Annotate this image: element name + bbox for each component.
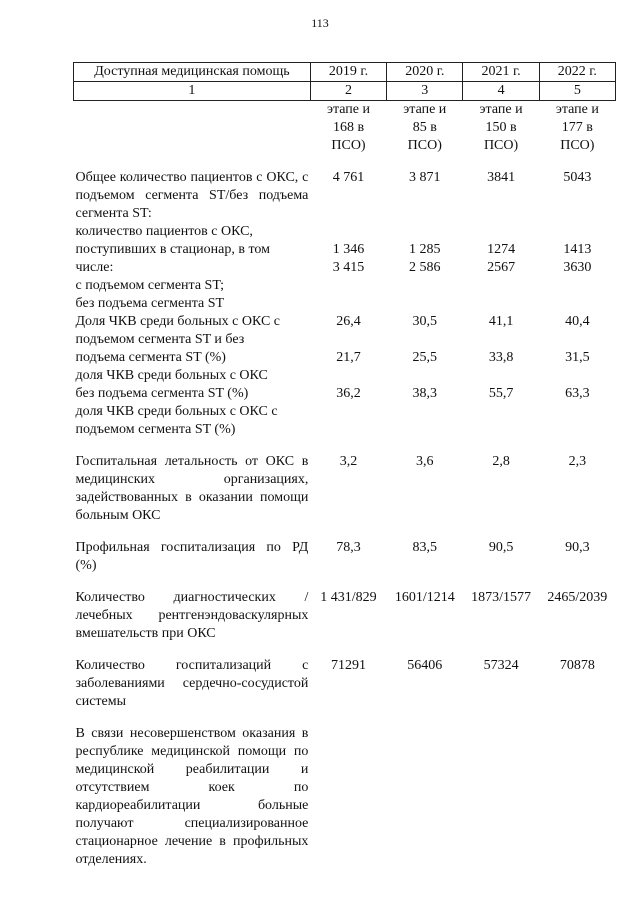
row-hospitalized (74, 223, 616, 313)
row-value: 3,2 (339, 454, 358, 469)
row-values: 1 346 3 415 (332, 242, 365, 275)
row-note (74, 725, 616, 869)
row-label: количество пациентов с ОКС, поступивших в стационар, в том числе: с подъемом сегмента ST; без подъема сегмента ST (75, 224, 271, 311)
medical-care-table (73, 62, 616, 869)
row-values: 26,4 21,7 36,2 (336, 314, 361, 401)
row-interventions (74, 589, 616, 643)
row-value: 78,3 (336, 540, 361, 555)
note-text: В связи несовершенством оказания в республике медицинской помощи по медицинской реабилитации и отсутствием коек по кардиореабилитации больные получают специализированное стационарное лечение в профильных отделениях. (75, 726, 309, 867)
header-year-2020: 2020 г. (387, 63, 463, 82)
column-number: 1 (74, 82, 311, 101)
row-label: Количество госпитализаций с заболеваниями сердечно-сосудистой системы (75, 658, 309, 709)
row-value: 70878 (559, 658, 595, 673)
row-value: 2465/2039 (547, 590, 608, 605)
row-values: 1 285 2 586 (409, 242, 441, 275)
row-value: 56406 (407, 658, 443, 673)
row-value: 1601/1214 (394, 590, 455, 605)
row-total-patients (74, 169, 616, 223)
row-value: 3 871 (409, 170, 441, 185)
row-value: 71291 (331, 658, 366, 673)
row-values: 40,4 31,5 63,3 (565, 314, 590, 401)
row-value: 4 761 (332, 170, 365, 185)
column-number-row (74, 82, 616, 101)
row-value: 2,3 (568, 454, 587, 469)
etape-cell-2020: этапе и 85 в ПСО) (403, 102, 447, 153)
row-values: 1274 2567 (487, 242, 516, 275)
row-value: 3,6 (416, 454, 434, 469)
row-label: Госпитальная летальность от ОКС в медицинских организациях, задействованных в оказании помощи больным ОКС (75, 454, 309, 523)
header-row (74, 63, 616, 82)
header-year-2019: 2019 г. (310, 63, 386, 82)
row-cardio-hospitalizations (74, 657, 616, 711)
row-label: Профильная госпитализация по РД (%) (75, 540, 309, 573)
header-year-2021: 2021 г. (463, 63, 539, 82)
row-label: Доля ЧКВ среди больных с ОКС с подъемом сегмента ST и без подъема сегмента ST (%) доля ЧКВ среди больных с ОКС без подъема сегмента ST (%) доля ЧКВ среди больных с ОКС с подъемом сегмента ST (%) (75, 314, 280, 437)
row-value: 5043 (563, 170, 592, 185)
etape-cell-2022: этапе и 177 в ПСО) (555, 102, 599, 153)
header-year-2022: 2022 г. (539, 63, 615, 82)
row-value: 90,5 (488, 540, 514, 555)
header-label: Доступная медицинская помощь (74, 63, 311, 82)
row-value: 3841 (487, 170, 516, 185)
row-values: 1413 3630 (563, 242, 592, 275)
row-value: 1 431/829 (320, 590, 377, 605)
etape-cell-2021: этапе и 150 в ПСО) (479, 102, 523, 153)
row-pci-share (74, 313, 616, 439)
column-number: 4 (463, 82, 539, 101)
row-mortality (74, 453, 616, 525)
row-label: Количество диагностических /лечебных рентгенэндоваскулярных вмешательств при ОКС (75, 590, 309, 641)
row-value: 57324 (483, 658, 519, 673)
column-number: 5 (539, 82, 615, 101)
column-number: 2 (310, 82, 386, 101)
column-number: 3 (387, 82, 463, 101)
row-value: 83,5 (412, 540, 438, 555)
row-values: 41,1 33,8 55,7 (488, 314, 514, 401)
page-number: 113 (311, 16, 329, 30)
row-label: Общее количество пациентов с ОКС, с подъемом сегмента ST/без подъема сегмента ST: (75, 170, 309, 221)
row-value: 90,3 (565, 540, 590, 555)
row-value: 1873/1577 (471, 590, 531, 605)
etape-cell-2019: этапе и 168 в ПСО) (326, 102, 371, 153)
etape-row (74, 101, 616, 156)
row-value: 2,8 (492, 454, 510, 469)
row-values: 30,5 25,5 38,3 (412, 314, 438, 401)
row-profile-hospitalization (74, 539, 616, 575)
